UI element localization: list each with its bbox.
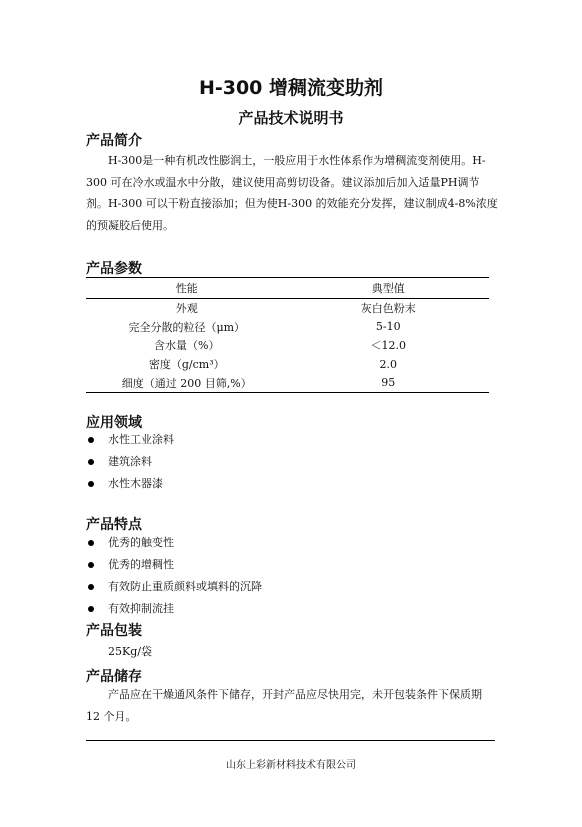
features-heading: 产品特点 [86,517,142,533]
list-item-label: 有效抑制流挂 [108,602,174,615]
intro-paragraph [86,150,498,236]
list-item [86,532,262,554]
list-item-label: 水性工业涂料 [108,433,174,446]
packaging-heading: 产品包装 [86,623,142,639]
features-list [86,532,262,620]
list-item [86,473,174,495]
bullet-icon [88,437,94,443]
param-value: 灰白色粉末 [360,302,416,316]
packaging-text: 25Kg/袋 [108,645,152,658]
storage-text: 产品应在干燥通风条件下储存，开封产品应尽快用完，未开包装条件下保质期 12 个月。 [86,688,482,723]
storage-paragraph [86,684,498,727]
params-header-value: 典型值 [288,278,490,299]
list-item [86,598,262,620]
params-heading: 产品参数 [86,261,142,277]
document-title: H-300 增稠流变助剂 [198,77,384,99]
footer-divider [86,740,495,741]
table-row [86,355,489,374]
param-value: 5-10 [375,320,401,334]
table-row [86,318,489,337]
list-item-label: 优秀的触变性 [108,536,174,549]
intro-text: H-300是一种有机改性膨润土，一般应用于水性体系作为增稠流变剂使用。H-300 可在冷水或温水中分散，建议使用高剪切设备。建议添加后加入适量PH调节剂。H-300 可以干粉直接添加；但为使H-300 的效能充分发挥，建议制成4-8%浓度的预凝胶后使用。 [86,154,498,232]
table-row [86,373,489,392]
param-name: 外观 [175,302,198,316]
bullet-icon [88,459,94,465]
list-item-label: 有效防止重质颜料或填料的沉降 [108,580,262,593]
company-footer: 山东上彩新材料技术有限公司 [226,760,356,771]
params-header-row [86,278,489,299]
list-item-label: 水性木器漆 [108,477,163,490]
intro-heading: 产品简介 [86,133,142,149]
list-item [86,451,174,473]
param-value: 2.0 [379,357,397,371]
param-value: ＜12.0 [370,339,406,353]
table-row [86,299,489,318]
table-row [86,336,489,355]
list-item-label: 建筑涂料 [108,455,152,468]
applications-heading: 应用领域 [86,415,142,431]
storage-heading: 产品储存 [86,669,142,685]
list-item [86,554,262,576]
applications-list [86,429,174,495]
bullet-icon [88,562,94,568]
list-item-label: 优秀的增稠性 [108,558,174,571]
bullet-icon [88,481,94,487]
param-value: 95 [288,373,490,392]
param-name: 完全分散的粒径（μm） [128,320,246,334]
document-subtitle: 产品技术说明书 [238,109,344,127]
param-name: 细度（通过 200 目筛,%） [86,373,288,392]
list-item [86,576,262,598]
params-table [86,277,489,393]
params-header-property: 性能 [86,278,288,299]
list-item [86,429,174,451]
bullet-icon [88,606,94,612]
param-name: 密度（g/cm³） [148,358,225,372]
bullet-icon [88,584,94,590]
bullet-icon [88,540,94,546]
param-name: 含水量（%） [154,339,220,353]
